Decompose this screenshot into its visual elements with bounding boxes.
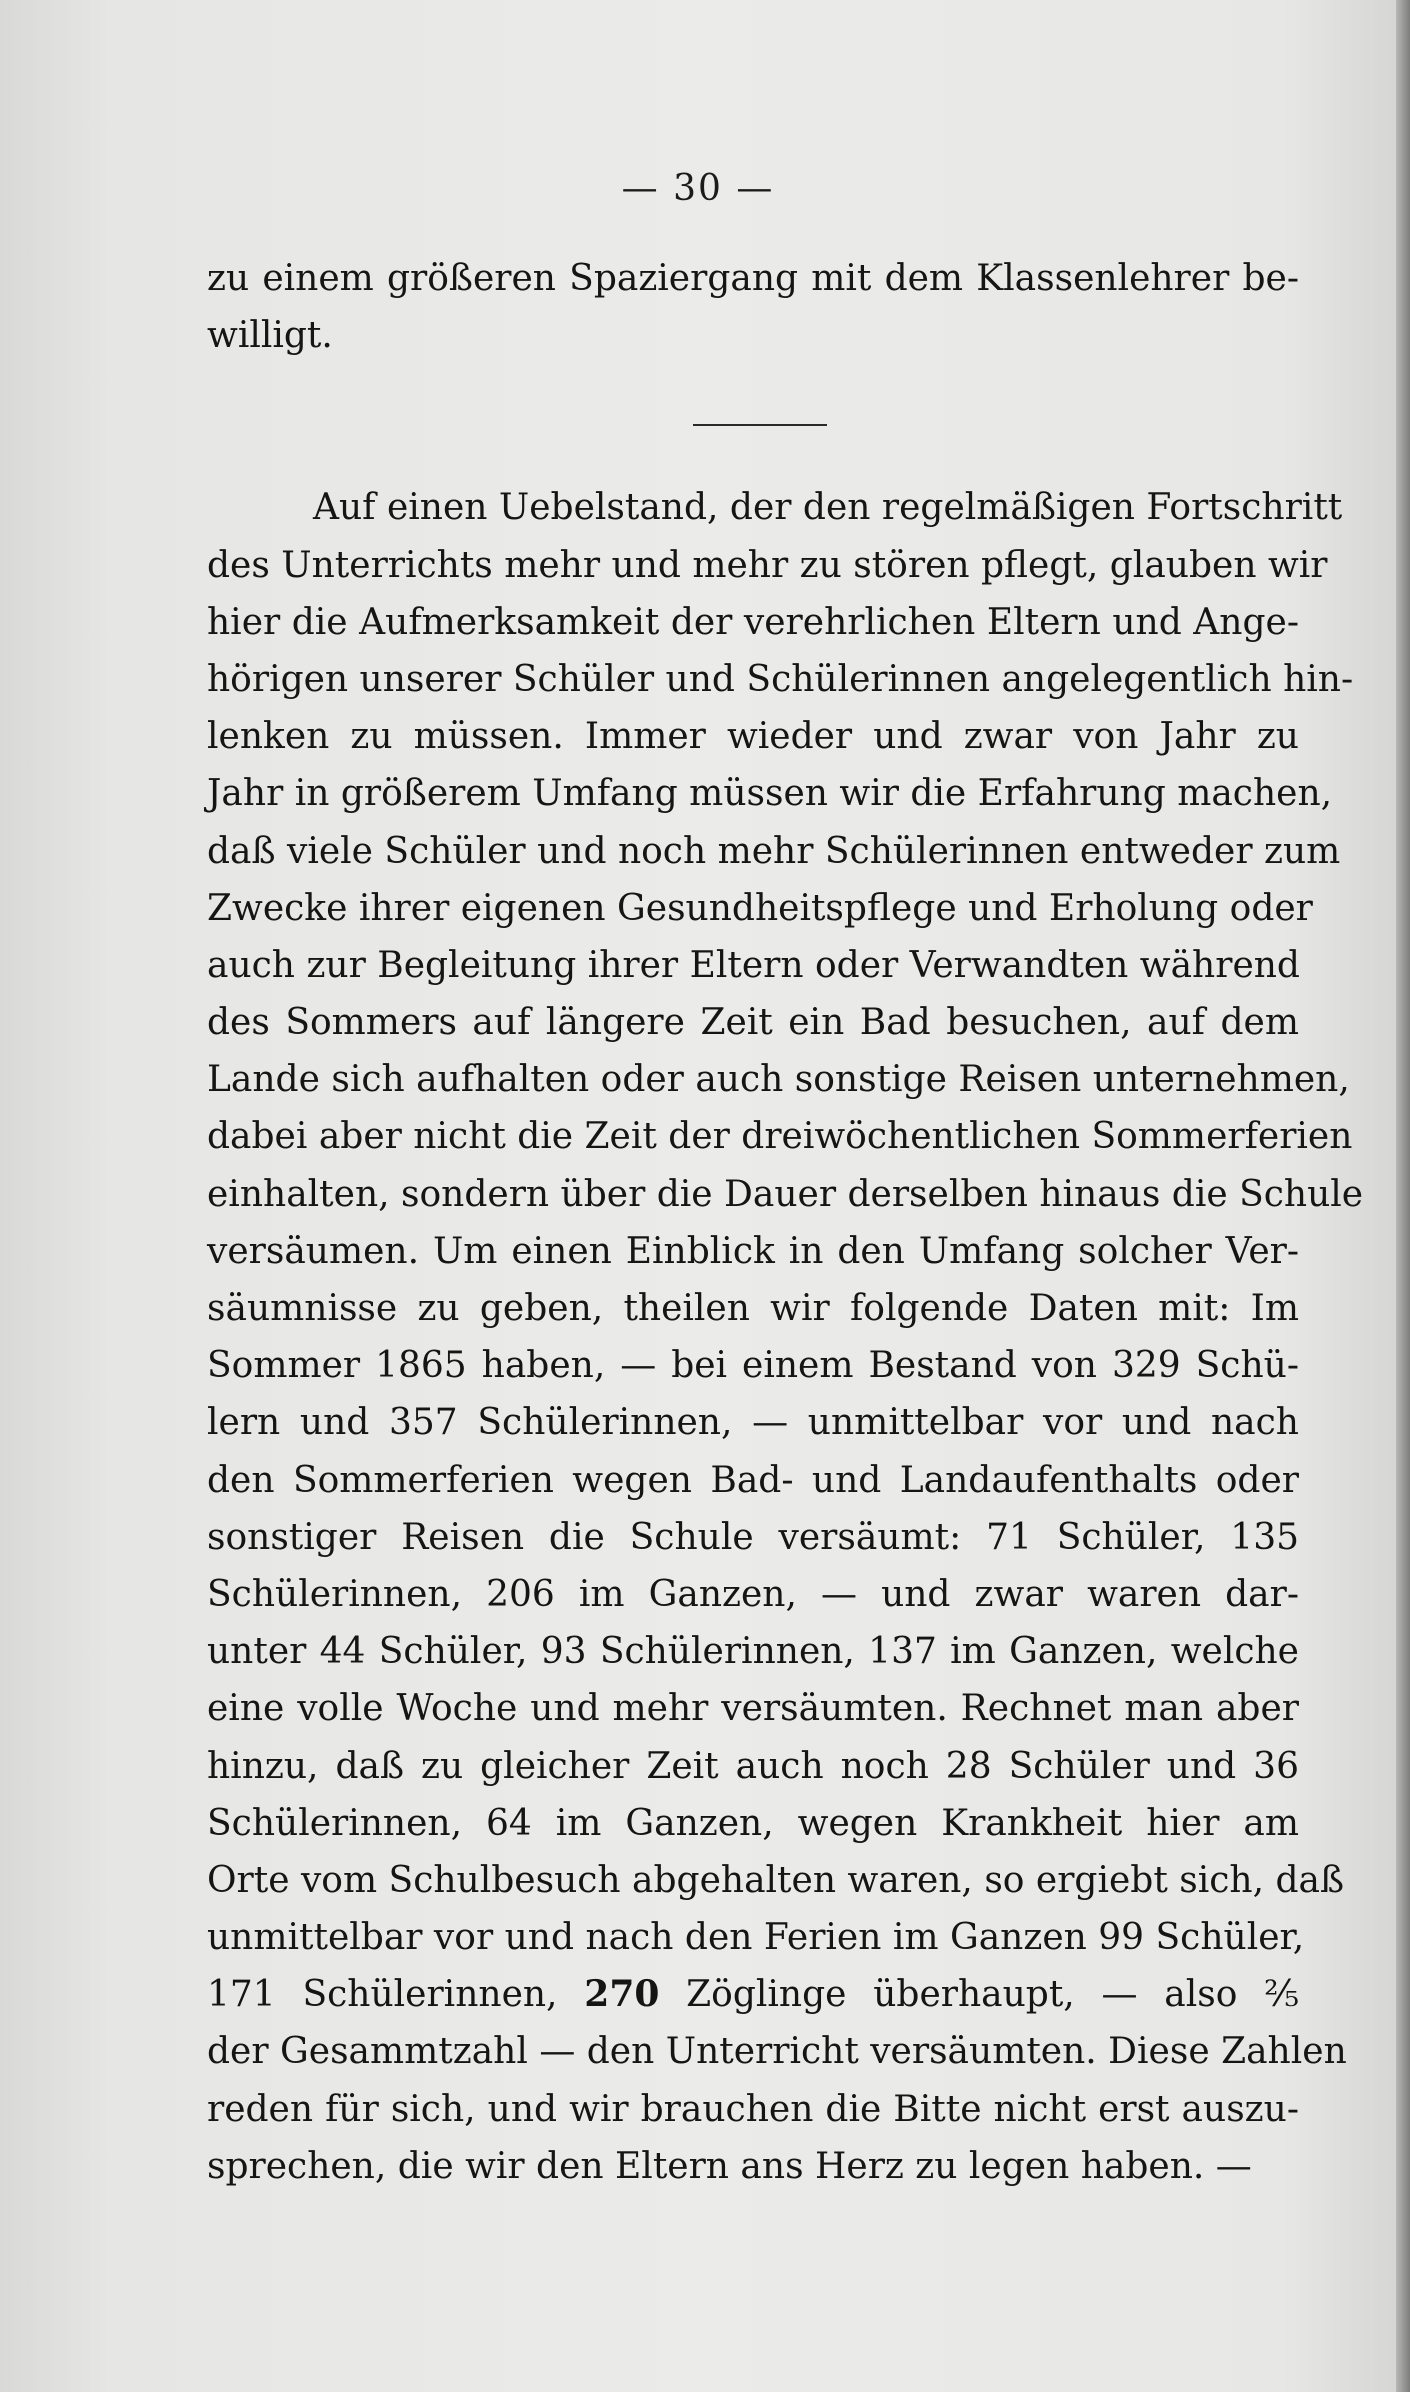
text-line: Lande sich aufhalten oder auch sonstige Reisen unternehmen, [207, 1059, 1350, 1101]
text-line: auch zur Begleitung ihrer Eltern oder Verwandten während [207, 944, 1300, 986]
text-line: der Gesammtzahl — den Unterricht versäumten. Diese Zahlen [207, 2031, 1347, 2073]
text-line: einhalten, sondern über die Dauer derselben hinaus die Schule [207, 1173, 1364, 1215]
text-line: dabei aber nicht die Zeit der dreiwöchentlichen Sommerferien [207, 1116, 1353, 1158]
text-line: Jahr in größerem Umfang müssen wir die Erfahrung machen, [207, 773, 1333, 815]
text-line: Zwecke ihrer eigenen Gesundheitspflege und Erholung oder [207, 887, 1313, 929]
bold-total-number: 270 [584, 1973, 660, 2016]
section-separator [207, 364, 1299, 479]
text-line: des Sommers auf längere Zeit ein Bad besuchen, auf dem [207, 1002, 1299, 1044]
text-line: reden für sich, und wir brauchen die Bitte nicht erst auszu- [207, 2088, 1299, 2130]
text-line: hörigen unserer Schüler und Schülerinnen angelegentlich hin- [207, 658, 1354, 700]
text-line: Orte vom Schulbesuch abgehalten waren, so ergiebt sich, daß [207, 1859, 1345, 1901]
separator-rule [693, 424, 827, 426]
text-line: lenken zu müssen. Immer wieder und zwar von Jahr zu [207, 716, 1299, 758]
text-line: versäumen. Um einen Einblick in den Umfang solcher Ver- [207, 1230, 1299, 1272]
text-line: zu einem größeren Spaziergang mit dem Klassenlehrer be- [207, 258, 1299, 299]
text-line: daß viele Schüler und noch mehr Schülerinnen entweder zum [207, 830, 1341, 872]
text-line: Schülerinnen, 64 im Ganzen, wegen Krankheit hier am [207, 1802, 1299, 1844]
text-line: des Unterrichts mehr und mehr zu stören pflegt, glauben wir [207, 544, 1328, 586]
page-edge-shadow [1396, 0, 1410, 2392]
text-line: Auf einen Uebelstand, der den regelmäßigen Fortschritt [313, 487, 1343, 529]
body-text [207, 250, 1364, 2195]
text-line-with-bold-total [207, 1966, 1299, 2023]
text-line: Schülerinnen, 206 im Ganzen, — und zwar waren dar- [207, 1573, 1299, 1615]
line-segment: Zöglinge überhaupt, — also ²⁄₅ [659, 1974, 1300, 2016]
text-line: unmittelbar vor und nach den Ferien im Ganzen 99 Schüler, [207, 1917, 1305, 1959]
text-line: säumnisse zu geben, theilen wir folgende Daten mit: Im [207, 1288, 1299, 1329]
text-line: hinzu, daß zu gleicher Zeit auch noch 28 Schüler und 36 [207, 1745, 1299, 1787]
text-line: eine volle Woche und mehr versäumten. Rechnet man aber [207, 1688, 1299, 1730]
line-segment: 171 Schülerinnen, [207, 1974, 585, 2016]
text-line: hier die Aufmerksamkeit der verehrlichen Eltern und Ange- [207, 601, 1299, 643]
text-line: den Sommerferien wegen Bad- und Landaufenthalts oder [207, 1459, 1299, 1501]
text-line: Sommer 1865 haben, — bei einem Bestand von 329 Schü- [207, 1345, 1299, 1387]
text-line: sonstiger Reisen die Schule versäumt: 71 Schüler, 135 [207, 1516, 1299, 1558]
page-number: — 30 — [621, 168, 775, 209]
text-line: lern und 357 Schülerinnen, — unmittelbar vor und nach [207, 1402, 1299, 1444]
text-line: unter 44 Schüler, 93 Schülerinnen, 137 im Ganzen, welche [207, 1631, 1299, 1673]
text-line: willigt. [207, 315, 333, 357]
text-line: sprechen, die wir den Eltern ans Herz zu legen haben. — [207, 2145, 1252, 2187]
